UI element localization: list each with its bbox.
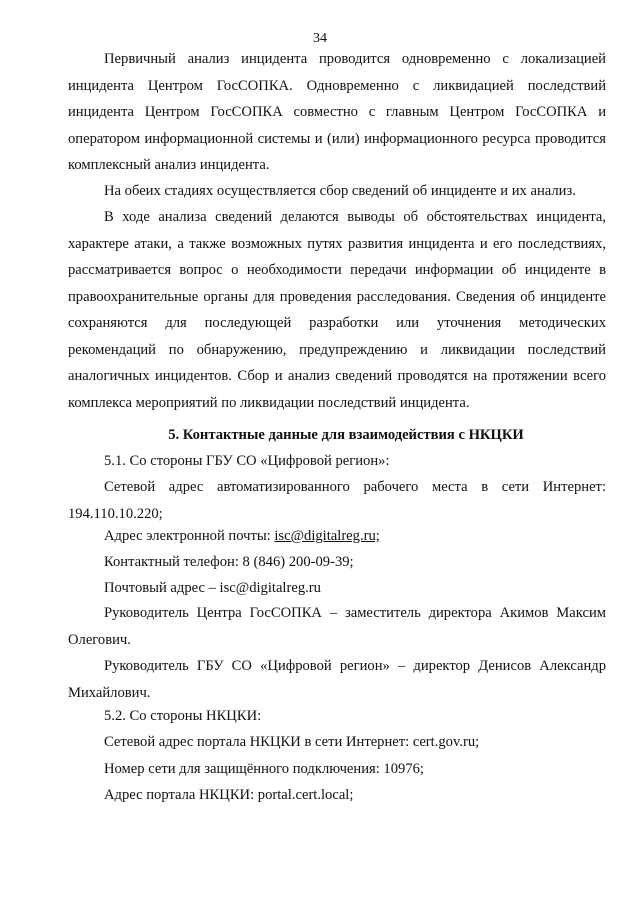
paragraph-primary-analysis bbox=[68, 46, 606, 179]
portal-line: Сетевой адрес портала НКЦКИ в сети Интернет: cert.gov.ru; bbox=[104, 734, 480, 750]
paragraph-text: В ходе анализа сведений делаются выводы об обстоятельствах инцидента, характере атаки, а также возможных путях развития инцидента и его последствиях, рассматривается вопрос о необходимости передачи информации об инциденте в правоохранительные органы для проведения расследования. Сведения об инциденте сохраняются для последующей разработки или уточнения методических рекомендаций по обнаружению, предупреждению и ликвидации последствий аналогичных инцидентов. Сбор и анализ сведений проводятся на протяжении всего комплекса мероприятий по ликвидации последствий инцидента. bbox=[68, 209, 606, 411]
head-soc-line: Руководитель Центра ГосСОПКА – заместитель директора Акимов Максим Олегович. bbox=[68, 605, 606, 648]
postal-line: Почтовый адрес – isc@digitalreg.ru bbox=[104, 580, 321, 596]
subsection-5-2-title: 5.2. Со стороны НКЦКИ: bbox=[104, 708, 262, 724]
paragraph-analysis-conclusions bbox=[68, 204, 606, 416]
network-line: Номер сети для защищённого подключения: 10976; bbox=[104, 761, 424, 777]
phone-line: Контактный телефон: 8 (846) 200-09-39; bbox=[104, 554, 354, 570]
email-label: Адрес электронной почты: bbox=[104, 528, 275, 544]
section-5-title: 5. Контактные данные для взаимодействия с НКЦКИ bbox=[168, 427, 524, 443]
paragraph-both-stages bbox=[68, 178, 606, 205]
paragraph-text: На обеих стадиях осуществляется сбор сведений об инциденте и их анализ. bbox=[104, 183, 576, 199]
section-heading bbox=[68, 422, 606, 449]
head-org-line: Руководитель ГБУ СО «Цифровой регион» – директор Денисов Александр Михайлович. bbox=[68, 658, 606, 701]
email-line bbox=[68, 523, 606, 550]
paragraph-text: Первичный анализ инцидента проводится одновременно с локализацией инцидента Центром ГосСОПКА. Одновременно с ликвидацией последствий инцидента Центром ГосСОПКА совместно с главным Центром ГосСОПКА и оператором информационной системы и (или) информационного ресурса проводится комплексный анализ инцидента. bbox=[68, 51, 606, 173]
workstation-address: Сетевой адрес автоматизированного рабочего места в сети Интернет: 194.110.10.220; bbox=[68, 479, 606, 522]
portal-local-line: Адрес портала НКЦКИ: portal.cert.local; bbox=[104, 787, 354, 803]
subsection-5-1-title: 5.1. Со стороны ГБУ СО «Цифровой регион»: bbox=[104, 453, 390, 469]
page-number: 34 bbox=[313, 31, 327, 46]
email-link[interactable]: isc@digitalreg.ru; bbox=[274, 528, 380, 544]
